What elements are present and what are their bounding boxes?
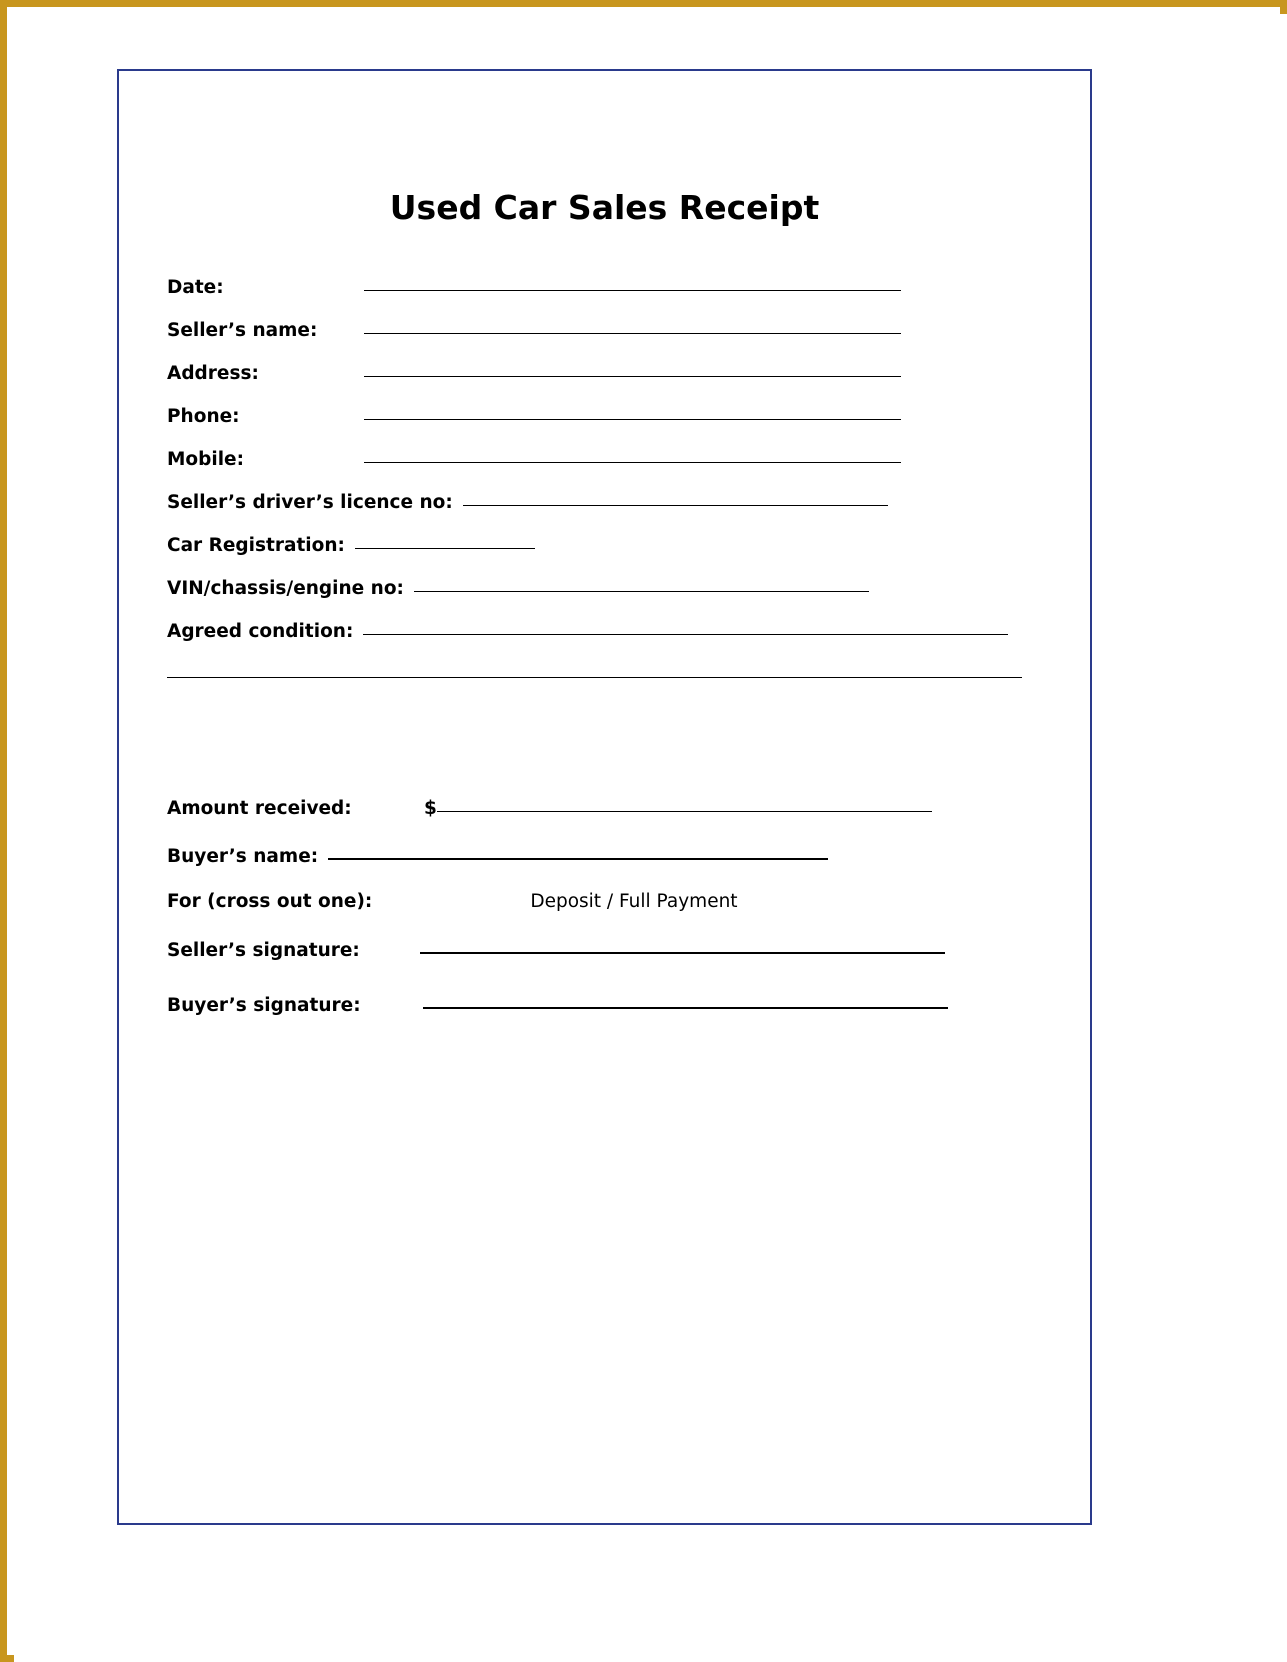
field-row-date: [167, 276, 1072, 319]
field-row-sellers-signature: [167, 938, 1072, 993]
receipt-form: [167, 276, 1072, 1041]
label-buyers-name: Buyer’s name:: [167, 846, 319, 867]
input-agreed-condition-line2[interactable]: [167, 661, 1022, 678]
input-agreed-condition[interactable]: [363, 618, 1008, 635]
receipt-page: [117, 69, 1092, 1525]
input-mobile[interactable]: [364, 446, 901, 463]
label-address: Address:: [167, 363, 259, 384]
field-row-payment-type: [167, 891, 1072, 938]
label-amount-received: Amount received:: [167, 798, 352, 819]
input-address[interactable]: [364, 360, 901, 377]
section-divider: [167, 721, 1072, 797]
field-row-sellers-name: [167, 319, 1072, 362]
label-date: Date:: [167, 277, 224, 298]
input-car-registration[interactable]: [355, 532, 535, 549]
field-row-agreed-condition-continued: [167, 663, 1072, 721]
input-amount-received[interactable]: [437, 795, 932, 812]
currency-symbol: $: [424, 798, 437, 819]
field-row-buyers-signature: [167, 993, 1072, 1041]
label-vin: VIN/chassis/engine no:: [167, 578, 404, 599]
label-mobile: Mobile:: [167, 449, 244, 470]
field-row-agreed-condition: [167, 620, 1072, 663]
field-row-mobile: [167, 448, 1072, 491]
payment-options-text[interactable]: Deposit / Full Payment: [530, 891, 738, 912]
input-date[interactable]: [364, 274, 901, 291]
input-phone[interactable]: [364, 403, 901, 420]
input-sellers-name[interactable]: [364, 317, 901, 334]
field-row-amount-received: [167, 797, 1072, 844]
page-title: Used Car Sales Receipt: [389, 188, 820, 227]
input-vin[interactable]: [414, 575, 869, 592]
field-row-phone: [167, 405, 1072, 448]
input-drivers-licence[interactable]: [463, 489, 888, 506]
label-agreed-condition: Agreed condition:: [167, 621, 354, 642]
field-row-buyers-name: [167, 844, 1072, 891]
label-phone: Phone:: [167, 406, 240, 427]
input-sellers-signature[interactable]: [420, 936, 945, 954]
label-buyers-signature: Buyer’s signature:: [167, 995, 361, 1016]
field-row-car-registration: [167, 534, 1072, 577]
field-row-vin: [167, 577, 1072, 620]
label-drivers-licence: Seller’s driver’s licence no:: [167, 492, 453, 513]
label-sellers-name: Seller’s name:: [167, 320, 318, 341]
field-row-address: [167, 362, 1072, 405]
field-row-drivers-licence: [167, 491, 1072, 534]
input-buyers-signature[interactable]: [423, 991, 948, 1009]
label-sellers-signature: Seller’s signature:: [167, 940, 360, 961]
input-buyers-name[interactable]: [328, 842, 828, 860]
label-payment-type: For (cross out one):: [167, 891, 373, 912]
label-car-registration: Car Registration:: [167, 535, 345, 556]
